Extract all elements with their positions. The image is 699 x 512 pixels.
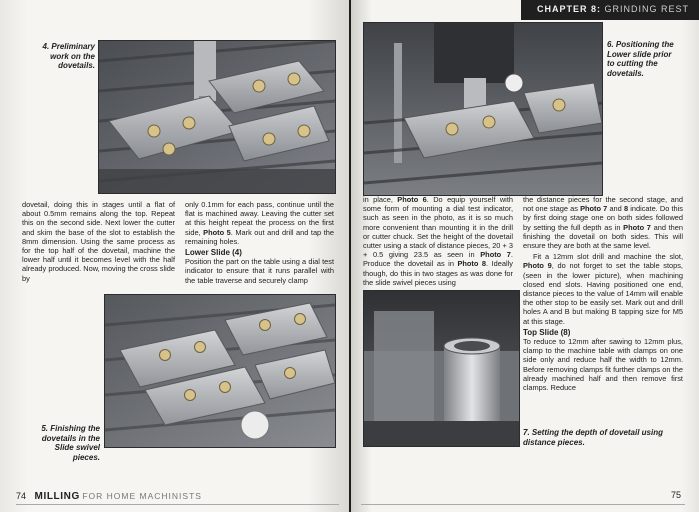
page-number: 75 bbox=[670, 490, 681, 500]
text-run: only 0.1mm for each pass, continue until the flat is machined away. Leaving the cutter set at this height repeat the process on the first side, bbox=[185, 200, 334, 237]
left-text-column-1 bbox=[22, 200, 175, 285]
body-paragraph bbox=[523, 252, 683, 326]
photo-7-image bbox=[364, 291, 519, 446]
right-text-column-2 bbox=[523, 195, 683, 394]
chapter-label: CHAPTER 8: bbox=[536, 4, 601, 14]
photo-6-image bbox=[364, 23, 602, 195]
photo-5-finishing-dovetails bbox=[104, 294, 336, 448]
footer-rule bbox=[361, 504, 685, 505]
body-paragraph bbox=[523, 195, 683, 250]
photo-reference: Photo 7 bbox=[580, 204, 608, 214]
photo-reference: Photo 5 bbox=[203, 227, 231, 237]
section-heading-lower-slide: Lower Slide (4) bbox=[185, 248, 242, 258]
left-footer bbox=[16, 491, 202, 502]
page-number: 74 bbox=[16, 491, 27, 501]
photo-7-caption bbox=[523, 428, 688, 447]
photo-reference: Photo 7 bbox=[623, 222, 651, 232]
photo-4-caption bbox=[20, 42, 95, 71]
caption-line: 4. Preliminary bbox=[42, 42, 95, 51]
caption-line: pieces. bbox=[72, 452, 100, 462]
body-paragraph bbox=[363, 195, 513, 287]
body-paragraph: To reduce to 12mm after sawing to 12mm plus, clamp to the machine table with clamps on one side only and reduce half the width to 12mm. Before removing clamps fit further clamps on the already machined half and then remove first clamps. Reduce bbox=[523, 337, 683, 393]
text-run: . Ideally though, do this in two stages as was done for the slide swivel pieces using bbox=[363, 259, 513, 287]
left-text-column-2 bbox=[185, 200, 334, 287]
caption-line: distance pieces. bbox=[523, 437, 585, 447]
chapter-title: GRINDING REST bbox=[604, 4, 689, 14]
caption-line: work on the bbox=[50, 51, 95, 61]
text-run: the distance pieces for the second stage, and not one stage as bbox=[523, 195, 683, 214]
photo-reference: Photo 8 bbox=[457, 259, 487, 269]
photo-5-caption bbox=[14, 424, 100, 462]
caption-line: dovetails in the bbox=[41, 433, 100, 443]
caption-line: Lower slide prior bbox=[607, 49, 672, 59]
photo-reference: Photo 7 bbox=[480, 250, 511, 260]
book-title-light: FOR HOME MACHINISTS bbox=[82, 491, 202, 501]
text-run: , do not forget to set the table stops, (seen in the lower picture), when machining closed end slots. Having positioned one end, distance pieces to the value of 14mm will enable the other stop to be easily set. Mark out and drill holes A and B but making B tapping size for M5 at this stage. bbox=[523, 261, 683, 326]
caption-line: Slide swivel bbox=[54, 443, 100, 452]
section-heading-top-slide: Top Slide (8) bbox=[523, 327, 571, 337]
photo-7-distance-pieces bbox=[363, 290, 520, 447]
caption-line: 7. Setting the depth of dovetail using bbox=[523, 428, 664, 437]
caption-line: dovetails. bbox=[607, 68, 644, 78]
right-page bbox=[351, 0, 699, 512]
photo-reference: Photo 6 bbox=[397, 195, 427, 204]
text-run: in place, bbox=[363, 195, 398, 204]
photo-reference: Photo 9 bbox=[523, 261, 552, 271]
photo-5-image bbox=[105, 295, 335, 447]
photo-reference: 8 bbox=[623, 204, 629, 214]
text-run: and then finishing the dovetail on both sides. This will ensure they are both at the same level. bbox=[523, 222, 683, 251]
text-run: . Do equip yourself with some form of mounting a dial test indicator, such as seen in the photo, as it is so much more convenient than mounting it in the drill or cutter chuck. Set the height of the dovetail cutter using a stack of distance pieces, 20 + 3 + 0.5 giving 23.5 as seen in bbox=[363, 195, 513, 260]
text-run: indicate. Do this by first doing stage one on both sides followed by setting the full depth as in bbox=[523, 204, 683, 232]
text-run: . Produce the dovetail as in bbox=[363, 250, 513, 269]
left-page bbox=[0, 0, 349, 512]
photo-4-preliminary-dovetails bbox=[98, 40, 336, 194]
caption-line: 5. Finishing the bbox=[41, 424, 100, 433]
caption-line: dovetails. bbox=[58, 61, 95, 70]
caption-line: 6. Positioning the bbox=[607, 40, 674, 49]
text-run: Fit a 12mm slot drill and machine the slot, bbox=[533, 252, 683, 262]
footer-rule bbox=[16, 504, 339, 505]
right-text-column-1 bbox=[363, 195, 513, 289]
photo-6-positioning-lower-slide bbox=[363, 22, 603, 196]
book-title-bold: MILLING bbox=[34, 491, 80, 502]
chapter-header bbox=[537, 4, 689, 14]
body-paragraph bbox=[185, 200, 334, 246]
text-run: . Mark out and drill and tap the remaining holes. bbox=[185, 227, 334, 246]
photo-4-image bbox=[99, 41, 335, 193]
photo-6-caption bbox=[607, 40, 693, 78]
caption-line: to cutting the bbox=[607, 59, 658, 68]
text-run: and bbox=[607, 204, 624, 214]
body-paragraph: dovetail, doing this in stages until a flat of about 0.5mm remains along the top. Repeat this on the second side. Next lower the cutter and skim the base of the slot to establish the 8mm dimension. Using the same process as for the top half of the dovetail, machine the lower half until it becomes level with the half already produced. Now, moving the cross slide by bbox=[22, 200, 175, 283]
body-paragraph: Position the part on the table using a dial test indicator to ensure that it runs parallel with the table traverse and securely clamp bbox=[185, 257, 334, 285]
